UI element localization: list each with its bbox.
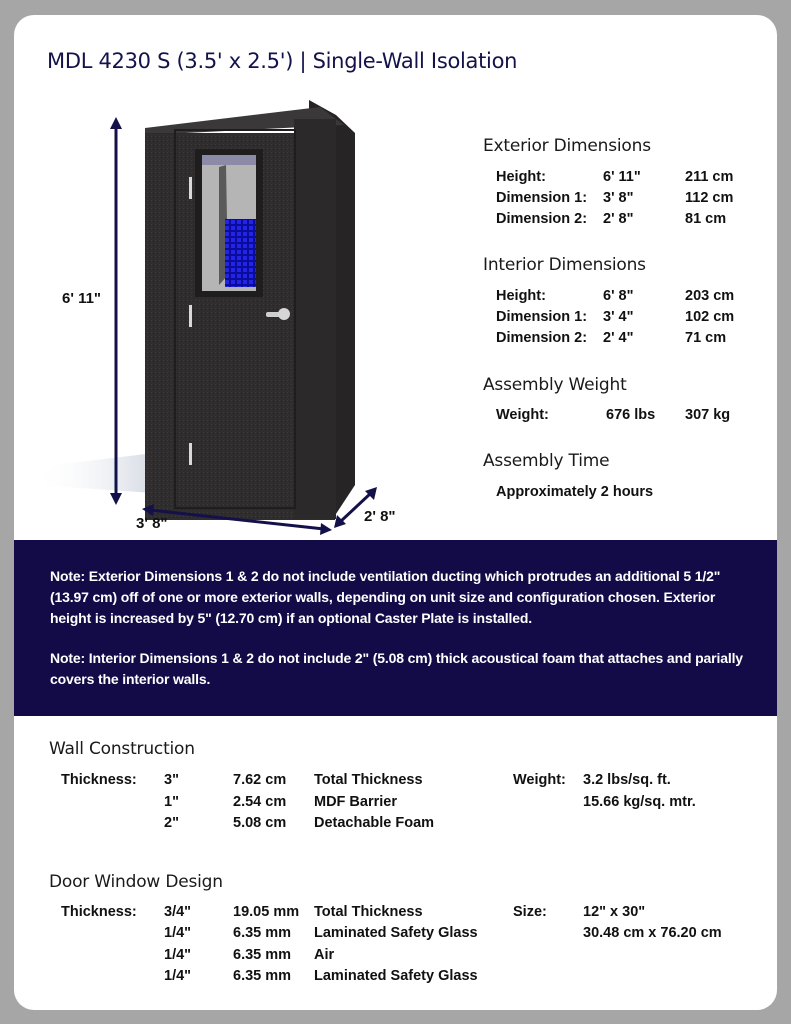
row-metric: 307 kg — [685, 407, 731, 423]
exterior-dimensions-heading: Exterior Dimensions — [483, 136, 651, 156]
row-metric: 6.35 mm — [233, 925, 292, 941]
row-imperial: 3" — [164, 772, 179, 788]
spec-sheet-card — [14, 15, 777, 1010]
row-imperial: 1/4" — [164, 947, 192, 963]
row-label: Dimension 2: — [496, 211, 588, 227]
row-metric: 112 cm — [685, 190, 734, 206]
hinge-bottom — [189, 443, 192, 465]
height-arrow — [110, 117, 122, 505]
row-desc: Laminated Safety Glass — [314, 925, 478, 941]
row-metric: 5.08 cm — [233, 815, 287, 831]
row-imperial: 2" — [164, 815, 179, 831]
notes-banner — [14, 540, 777, 716]
row-imperial: 6' 8" — [603, 288, 634, 304]
row-value: 15.66 kg/sq. mtr. — [583, 794, 696, 810]
row-metric: 203 cm — [685, 288, 735, 304]
row-label: Thickness: — [61, 772, 137, 788]
row-imperial: 2' 4" — [603, 330, 634, 346]
row-imperial: 1/4" — [164, 968, 192, 984]
row-imperial: 1" — [164, 794, 179, 810]
row-imperial: 6' 11" — [603, 169, 641, 185]
assembly-weight-heading: Assembly Weight — [483, 375, 627, 395]
height-dimension-label: 6' 11" — [62, 290, 102, 307]
row-value: 30.48 cm x 76.20 cm — [583, 925, 722, 941]
exterior-note: Note: Exterior Dimensions 1 & 2 do not include ventilation ducting which protrudes an additional 5 1/2" (13.97 cm) off of one or more exterior walls, depending on unit size and configuration chosen. Exterior height is increased by 5" (12.70 cm) if an optional Caster Plate is installed. — [50, 568, 721, 626]
row-imperial: 676 lbs — [606, 407, 656, 423]
row-imperial: 1/4" — [164, 925, 192, 941]
interior-note: Note: Interior Dimensions 1 & 2 do not include 2" (5.08 cm) thick acoustical foam that attaches and parially covers the interior walls. — [50, 650, 743, 687]
row-desc: MDF Barrier — [314, 794, 397, 810]
row-label: Height: — [496, 288, 546, 304]
row-label: Weight: — [513, 772, 566, 788]
row-value: 12" x 30" — [583, 904, 646, 920]
row-metric: 211 cm — [685, 169, 734, 185]
interior-dimensions-heading: Interior Dimensions — [483, 255, 646, 275]
row-metric: 102 cm — [685, 309, 735, 325]
width-dimension-label: 3' 8" — [136, 515, 168, 532]
row-metric: 6.35 mm — [233, 947, 292, 963]
row-desc: Detachable Foam — [314, 815, 435, 831]
row-value: 3.2 lbs/sq. ft. — [583, 772, 671, 788]
floor-shadow — [34, 453, 154, 493]
row-metric: 7.62 cm — [233, 772, 287, 788]
row-label: Dimension 1: — [496, 309, 588, 325]
hinge-top — [189, 177, 192, 199]
page-title: MDL 4230 S (3.5' x 2.5') | Single-Wall Isolation — [47, 49, 518, 73]
row-label: Height: — [496, 169, 546, 185]
row-imperial: 3' 4" — [603, 309, 634, 325]
row-label: Thickness: — [61, 904, 137, 920]
row-metric: 71 cm — [685, 330, 727, 346]
wall-construction-heading: Wall Construction — [49, 739, 195, 759]
hinge-middle — [189, 305, 192, 327]
row-label: Dimension 1: — [496, 190, 588, 206]
row-metric: 81 cm — [685, 211, 727, 227]
row-label: Dimension 2: — [496, 330, 588, 346]
row-metric: 19.05 mm — [233, 904, 300, 920]
row-desc: Laminated Safety Glass — [314, 968, 478, 984]
row-label: Size: — [513, 904, 547, 920]
booth-illustration — [14, 15, 414, 535]
row-desc: Air — [314, 947, 335, 963]
row-imperial: 3/4" — [164, 904, 192, 920]
acoustic-foam — [225, 219, 256, 287]
row-desc: Total Thickness — [314, 904, 423, 920]
door-window-heading: Door Window Design — [49, 872, 223, 892]
row-metric: 6.35 mm — [233, 968, 292, 984]
row-imperial: 3' 8" — [603, 190, 634, 206]
row-value: Approximately 2 hours — [496, 484, 654, 500]
assembly-time-heading: Assembly Time — [483, 451, 610, 471]
depth-dimension-label: 2' 8" — [364, 508, 396, 525]
row-imperial: 2' 8" — [603, 211, 634, 227]
row-metric: 2.54 cm — [233, 794, 287, 810]
row-label: Weight: — [496, 407, 549, 423]
row-desc: Total Thickness — [314, 772, 423, 788]
